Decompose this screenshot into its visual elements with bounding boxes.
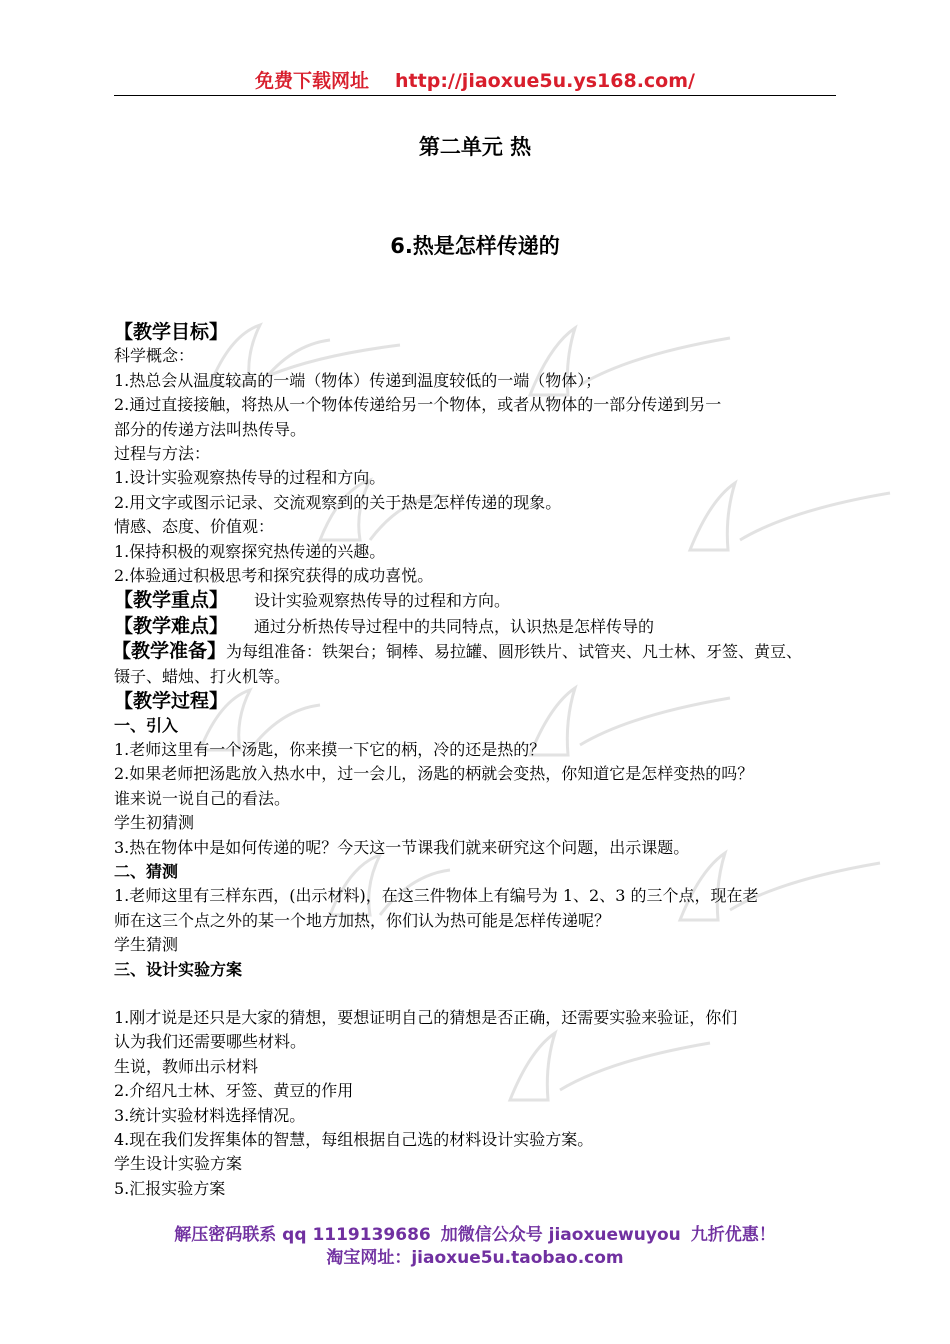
- paragraph: 3.热在物体中是如何传递的呢？今天这一节课我们就来研究这个问题，出示课题。: [114, 837, 690, 857]
- paragraph: 谁来说一说自己的看法。: [114, 788, 291, 808]
- paragraph: 部分的传递方法叫热传导。: [114, 419, 307, 439]
- prep-line: [112, 639, 842, 664]
- paragraph: 1.热总会从温度较高的一端（物体）传递到温度较低的一端（物体）；: [114, 370, 602, 390]
- header-url[interactable]: http://jiaoxue5u.ys168.com/: [395, 70, 695, 92]
- paragraph: 学生猜测: [114, 935, 179, 955]
- paragraph: 2.用文字或图示记录、交流观察到的关于热是怎样传递的现象。: [114, 492, 562, 512]
- difficult-point-line: [114, 614, 842, 639]
- difficult-text: 通过分析热传导过程中的共同特点，认识热是怎样传导的: [254, 616, 655, 636]
- footer-wechat: 加微信公众号 jiaoxuewuyou: [440, 1225, 681, 1245]
- paragraph: 学生设计实验方案: [114, 1154, 243, 1174]
- footer-contact-line: [0, 1220, 950, 1245]
- paragraph: 2.如果老师把汤匙放入热水中，过一会儿，汤匙的柄就会变热，你知道它是怎样变热的吗？: [114, 764, 754, 784]
- paragraph: 1.老师这里有一个汤匙，你来摸一下它的柄，冷的还是热的？: [114, 739, 546, 759]
- paragraph: 1.保持积极的观察探究热传递的兴趣。: [114, 541, 386, 561]
- paragraph: 4.现在我们发挥集体的智慧，每组根据自己选的材料设计实验方案。: [114, 1130, 594, 1149]
- blank-line: [114, 982, 842, 1006]
- difficult-heading: 【教学难点】: [114, 614, 229, 637]
- lesson-content: [114, 320, 842, 1201]
- prep-text: 为每组准备：铁架台；铜棒、易拉罐、圆形铁片、试管夹、凡士林、牙签、黄豆、: [226, 642, 803, 662]
- key-point-line: [114, 588, 842, 613]
- key-heading: 【教学重点】: [114, 589, 229, 612]
- paragraph: 镊子、蜡烛、打火机等。: [114, 666, 291, 686]
- page-header: [114, 66, 836, 94]
- lesson-title: 6.热是怎样传递的: [390, 234, 560, 258]
- prep-heading: 【教学准备】: [112, 640, 227, 663]
- paragraph: 5.汇报实验方案: [114, 1178, 226, 1198]
- paragraph: 1.设计实验观察热传导的过程和方向。: [114, 468, 386, 488]
- objectives-heading: 【教学目标】: [114, 321, 229, 343]
- paragraph: 学生初猜测: [114, 813, 195, 833]
- header-label: 免费下载网址: [255, 70, 370, 92]
- paragraph: 2.介绍凡士林、牙签、黄豆的作用: [114, 1081, 354, 1101]
- paragraph: 过程与方法：: [114, 444, 211, 464]
- paragraph: 情感、态度、价值观：: [114, 517, 275, 537]
- paragraph: 师在这三个点之外的某一个地方加热，你们认为热可能是怎样传递呢？: [114, 910, 611, 930]
- paragraph: 1.刚才说是还只是大家的猜想，要想证明自己的猜想是否正确，还需要实验来验证，你们: [114, 1007, 738, 1027]
- paragraph: 2.体验通过积极思考和探究获得的成功喜悦。: [114, 566, 434, 586]
- part2-heading: 二、猜测: [114, 861, 179, 881]
- paragraph: 认为我们还需要哪些材料。: [114, 1032, 307, 1052]
- footer-contact: 解压密码联系 qq 1119139686: [174, 1225, 431, 1245]
- paragraph: 3.统计实验材料选择情况。: [114, 1105, 306, 1125]
- paragraph: 2.通过直接接触，将热从一个物体传递给另一个物体，或者从物体的一部分传递到另一: [114, 395, 722, 415]
- part3-heading: 三、设计实验方案: [114, 959, 243, 979]
- paragraph: 生说，教师出示材料: [114, 1056, 259, 1076]
- paragraph: 科学概念：: [114, 346, 195, 366]
- header-rule: [114, 95, 836, 96]
- key-text: 设计实验观察热传导的过程和方向。: [254, 591, 511, 611]
- paragraph: 1.老师这里有三样东西，(出示材料)，在这三件物体上有编号为 1、2、3 的三个点，现在老: [114, 886, 759, 906]
- process-heading: 【教学过程】: [114, 690, 229, 713]
- footer-taobao[interactable]: 淘宝网址：jiaoxue5u.taobao.com: [326, 1248, 624, 1268]
- part1-heading: 一、引入: [114, 715, 179, 735]
- unit-title: 第二单元 热: [418, 135, 532, 159]
- footer-discount: 九折优惠！: [690, 1225, 776, 1245]
